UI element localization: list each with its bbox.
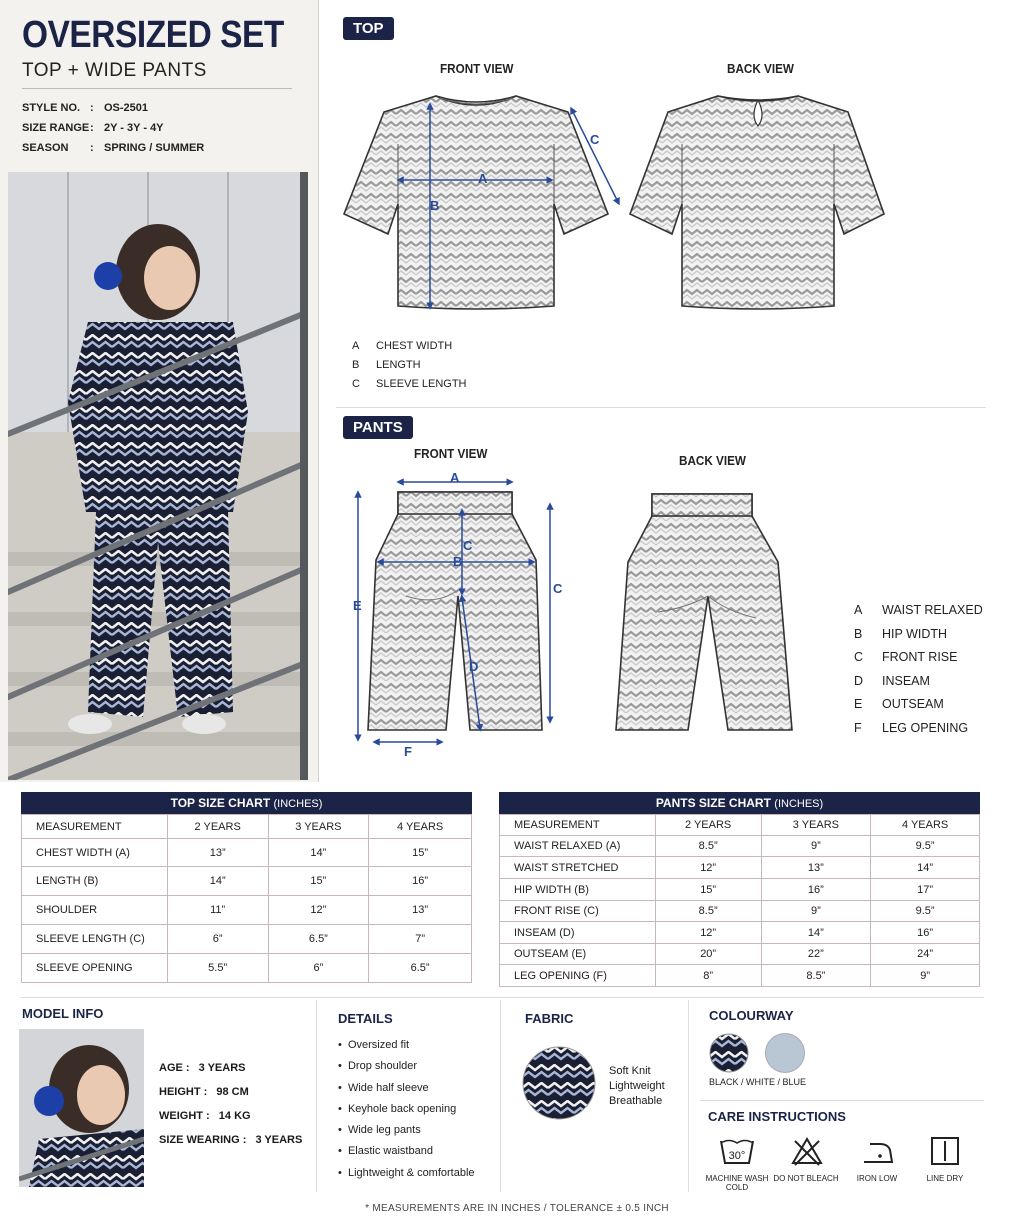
chart-unit-text: (INCHES) — [774, 798, 824, 810]
spec-value: SPRING / SUMMER — [104, 142, 205, 154]
marker-pants-f: F — [404, 744, 412, 759]
table-header-cell: 4 YEARS — [369, 815, 472, 839]
pants-legend-b — [854, 627, 947, 641]
model-photo — [8, 172, 308, 780]
fabric-swatch — [522, 1046, 596, 1120]
table-cell: 8.5” — [761, 965, 871, 987]
care-title: CARE INSTRUCTIONS — [708, 1109, 846, 1124]
table-cell: LENGTH (B) — [22, 867, 168, 896]
table-cell: 14” — [167, 867, 268, 896]
chart-title-text: TOP SIZE CHART — [170, 796, 271, 810]
pants-size-chart-title — [499, 792, 980, 814]
table-header-row — [22, 815, 472, 839]
legend-label: HIP WIDTH — [882, 627, 948, 641]
fabric-line: Soft Knit — [609, 1065, 651, 1077]
top-back-view-label: BACK VIEW — [727, 61, 794, 76]
top-size-chart — [21, 792, 472, 983]
pants-legend-c — [854, 650, 957, 664]
table-cell: SLEEVE LENGTH (C) — [22, 925, 168, 954]
table-row — [22, 954, 472, 983]
table-cell: WAIST STRETCHED — [500, 857, 656, 879]
detail-text: Lightweight & comfortable — [347, 1166, 475, 1179]
table-cell: 6” — [268, 954, 369, 983]
table-cell: 5.5” — [167, 954, 268, 983]
spec-separator: : — [90, 142, 94, 154]
model-info-title: MODEL INFO — [22, 1006, 104, 1021]
table-header-row — [500, 815, 980, 836]
care-divider — [700, 1100, 984, 1101]
fabric-description — [609, 1064, 665, 1109]
top-section-badge: TOP — [343, 17, 394, 40]
table-cell: OUTSEAM (E) — [500, 944, 656, 965]
legend-key: A — [854, 603, 863, 617]
table-header-cell: MEASUREMENT — [22, 815, 168, 839]
table-cell: 8.5” — [655, 901, 761, 922]
list-item: • Wide half sleeve — [338, 1081, 429, 1094]
legend-key: D — [854, 674, 864, 688]
table-cell: 16” — [369, 867, 472, 896]
marker-pants-d: D — [469, 659, 479, 674]
legend-key: B — [352, 359, 360, 371]
model-size-row — [159, 1134, 302, 1146]
chart-title-text: PANTS SIZE CHART — [655, 796, 771, 810]
table-cell: 8.5” — [655, 836, 761, 857]
list-item: • Keyhole back opening — [338, 1102, 457, 1115]
spec-separator: : — [90, 122, 94, 134]
top-front-drawing — [336, 84, 626, 318]
table-cell: INSEAM (D) — [500, 922, 656, 944]
top-back-drawing — [622, 84, 892, 318]
table-cell: 6.5” — [369, 954, 472, 983]
legend-key: F — [854, 721, 862, 735]
pants-back-drawing — [606, 486, 806, 738]
marker-pants-b: B — [453, 554, 463, 569]
table-cell: 12” — [268, 896, 369, 925]
legend-label: LENGTH — [376, 359, 421, 371]
table-cell: FRONT RISE (C) — [500, 901, 656, 922]
table-row — [500, 879, 980, 901]
page-subtitle: TOP + WIDE PANTS — [22, 60, 207, 81]
model-info-label: AGE : — [159, 1062, 190, 1074]
table-cell: 9” — [761, 836, 871, 857]
top-front-view-label: FRONT VIEW — [440, 61, 514, 76]
table-header-cell: 4 YEARS — [871, 815, 980, 836]
table-cell: 15” — [369, 839, 472, 867]
table-row — [22, 867, 472, 896]
list-item: • Drop shoulder — [338, 1060, 418, 1073]
table-row — [500, 965, 980, 987]
care-label-bleach: DO NOT BLEACH — [773, 1174, 839, 1183]
iron-low-icon — [860, 1138, 896, 1166]
wash-temp-text: 30° — [728, 1150, 746, 1162]
table-header-cell: 2 YEARS — [167, 815, 268, 839]
spec-row-style — [22, 102, 148, 114]
fabric-title: FABRIC — [525, 1011, 574, 1026]
table-cell: 20” — [655, 944, 761, 965]
model-info-value: 14 KG — [218, 1110, 251, 1122]
legend-label: INSEAM — [882, 674, 930, 688]
list-item: • Elastic waistband — [338, 1145, 433, 1158]
table-cell: 9.5” — [871, 901, 980, 922]
top-size-chart-title — [21, 792, 472, 814]
table-cell: 9” — [761, 901, 871, 922]
legend-key: C — [854, 650, 864, 664]
details-list — [338, 1039, 498, 1188]
top-size-table — [21, 814, 472, 983]
model-thumbnail — [19, 1029, 144, 1187]
detail-text: Elastic waistband — [347, 1145, 433, 1158]
bottom-divider — [21, 997, 984, 998]
section-divider — [336, 407, 986, 408]
table-cell: 13” — [369, 896, 472, 925]
table-cell: 9.5” — [871, 836, 980, 857]
table-row — [500, 944, 980, 965]
table-row — [22, 839, 472, 867]
line-dry-icon — [929, 1135, 961, 1167]
model-info-label: WEIGHT : — [159, 1110, 210, 1122]
legend-key: E — [854, 697, 863, 711]
legend-key: C — [352, 378, 360, 390]
marker-pants-a: A — [450, 470, 460, 485]
details-title: DETAILS — [338, 1011, 393, 1026]
table-row — [22, 896, 472, 925]
fabric-line: Breathable — [609, 1095, 663, 1107]
column-divider — [500, 1000, 501, 1192]
spec-value: 2Y - 3Y - 4Y — [104, 122, 164, 134]
table-header-cell: 3 YEARS — [761, 815, 871, 836]
pants-size-chart — [499, 792, 980, 987]
pants-size-table — [499, 814, 980, 987]
table-row — [500, 836, 980, 857]
pants-back-view-label: BACK VIEW — [679, 453, 746, 468]
table-cell: 9” — [871, 965, 980, 987]
model-weight-row — [159, 1110, 251, 1122]
model-info-value: 3 YEARS — [198, 1062, 246, 1074]
spec-row-season — [22, 142, 204, 154]
list-item: • Lightweight & comfortable — [338, 1166, 475, 1179]
table-row — [22, 925, 472, 954]
chart-unit-text: (INCHES) — [273, 798, 323, 810]
table-cell: 14” — [268, 839, 369, 867]
table-header-cell: 2 YEARS — [655, 815, 761, 836]
table-row — [500, 857, 980, 879]
care-label-dry: LINE DRY — [926, 1174, 964, 1183]
column-divider — [688, 1000, 689, 1192]
fabric-line: Lightweight — [609, 1080, 665, 1092]
table-cell: 14” — [761, 922, 871, 944]
table-cell: 16” — [871, 922, 980, 944]
model-info-label: HEIGHT : — [159, 1086, 208, 1098]
spec-label: SIZE RANGE — [22, 122, 90, 134]
model-info-value: 3 YEARS — [255, 1134, 303, 1146]
table-cell: 13” — [761, 857, 871, 879]
spec-label: SEASON — [22, 142, 69, 154]
model-info-value: 98 CM — [216, 1086, 249, 1098]
marker-c: C — [590, 132, 600, 147]
model-age-row — [159, 1062, 246, 1074]
legend-label: WAIST RELAXED — [882, 603, 983, 617]
table-row — [500, 901, 980, 922]
table-header-cell: MEASUREMENT — [500, 815, 656, 836]
marker-b: B — [430, 198, 440, 213]
model-info-label: SIZE WEARING : — [159, 1134, 247, 1146]
detail-text: Oversized fit — [347, 1039, 410, 1051]
table-cell: SLEEVE OPENING — [22, 954, 168, 983]
table-cell: 22” — [761, 944, 871, 965]
spec-row-size-range — [22, 122, 164, 134]
model-height-row — [159, 1086, 249, 1098]
pants-legend-f — [854, 721, 968, 735]
pants-legend-a — [854, 603, 983, 617]
detail-text: Wide half sleeve — [347, 1081, 429, 1094]
table-cell: 17” — [871, 879, 980, 901]
vertical-divider — [318, 0, 319, 782]
legend-label: FRONT RISE — [882, 650, 958, 664]
list-item: • Oversized fit — [338, 1039, 410, 1051]
table-cell: 6.5” — [268, 925, 369, 954]
pants-legend-e — [854, 697, 944, 711]
table-cell: 12” — [655, 922, 761, 944]
marker-pants-c: C — [463, 538, 473, 553]
pants-legend-d — [854, 674, 930, 688]
table-cell: 15” — [655, 879, 761, 901]
top-legend-c — [352, 378, 466, 390]
column-divider — [316, 1000, 317, 1192]
table-cell: 6” — [167, 925, 268, 954]
care-label-wash: MACHINE WASH COLD — [705, 1174, 769, 1192]
pants-front-drawing — [346, 466, 576, 748]
table-cell: 7” — [369, 925, 472, 954]
legend-label: LEG OPENING — [882, 721, 969, 735]
table-cell: 13” — [167, 839, 268, 867]
table-cell: 24” — [871, 944, 980, 965]
marker-pants-e: E — [353, 598, 362, 613]
pants-front-view-label: FRONT VIEW — [414, 446, 488, 461]
legend-key: A — [352, 340, 360, 352]
spec-separator: : — [90, 102, 94, 114]
table-header-cell: 3 YEARS — [268, 815, 369, 839]
legend-key: B — [854, 627, 863, 641]
colour-swatch-black — [709, 1033, 749, 1073]
spec-value: OS-2501 — [104, 102, 149, 114]
pants-section-badge: PANTS — [343, 416, 413, 439]
table-cell: SHOULDER — [22, 896, 168, 925]
detail-text: Keyhole back opening — [347, 1102, 457, 1115]
divider — [22, 88, 292, 89]
legend-label: OUTSEAM — [882, 697, 944, 711]
spec-label: STYLE NO. — [22, 102, 81, 114]
table-cell: WAIST RELAXED (A) — [500, 836, 656, 857]
top-legend-a — [352, 340, 452, 352]
colourway-title: COLOURWAY — [709, 1008, 794, 1023]
footnote: * MEASUREMENTS ARE IN INCHES / TOLERANCE ± 0.5 INCH — [365, 1203, 669, 1214]
table-cell: 12” — [655, 857, 761, 879]
table-cell: HIP WIDTH (B) — [500, 879, 656, 901]
no-bleach-icon — [790, 1136, 824, 1166]
detail-text: Wide leg pants — [347, 1124, 421, 1137]
marker-a: A — [478, 171, 488, 186]
table-cell: 14” — [871, 857, 980, 879]
table-cell: 16” — [761, 879, 871, 901]
legend-label: SLEEVE LENGTH — [376, 378, 467, 390]
marker-pants-c-side: C — [553, 581, 563, 596]
care-label-iron: IRON LOW — [856, 1174, 898, 1183]
detail-text: Drop shoulder — [347, 1060, 418, 1073]
colour-swatch-blue — [765, 1033, 805, 1073]
table-cell: 15” — [268, 867, 369, 896]
table-cell: LEG OPENING (F) — [500, 965, 656, 987]
table-row — [500, 922, 980, 944]
wash-30-icon — [717, 1135, 757, 1167]
top-legend-b — [352, 359, 421, 371]
page-title: OVERSIZED SET — [22, 14, 284, 56]
legend-label: CHEST WIDTH — [376, 340, 453, 352]
table-cell: CHEST WIDTH (A) — [22, 839, 168, 867]
list-item: • Wide leg pants — [338, 1124, 421, 1137]
table-cell: 11” — [167, 896, 268, 925]
table-cell: 8” — [655, 965, 761, 987]
colourway-label: BLACK / WHITE / BLUE — [709, 1077, 807, 1087]
